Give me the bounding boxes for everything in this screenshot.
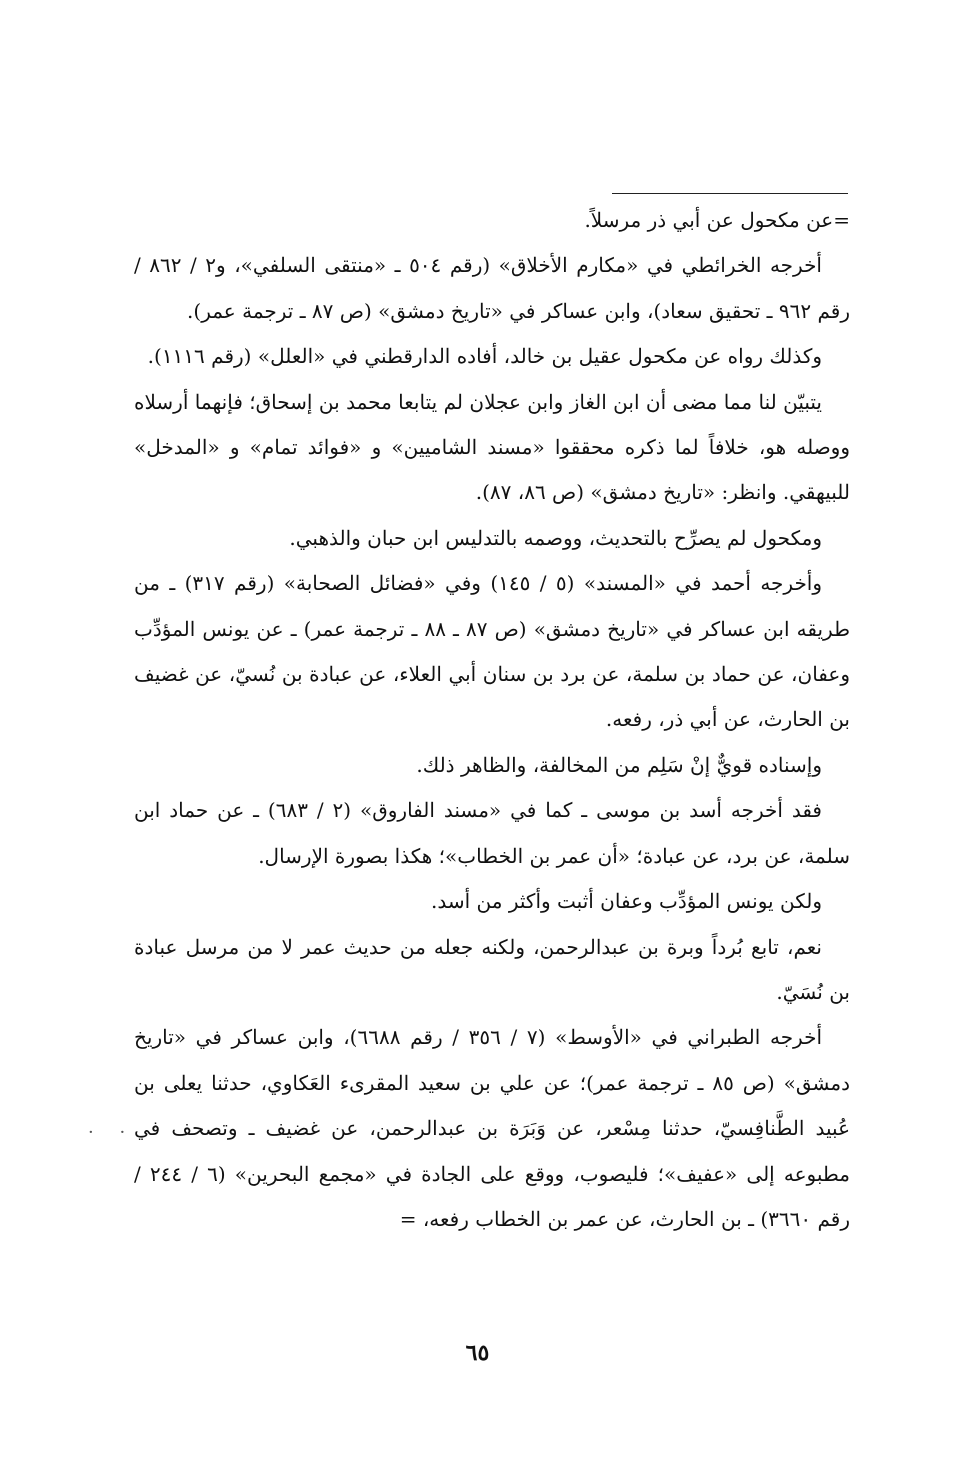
paragraph: وأخرجه أحمد في «المسند» (٥ / ١٤٥) وفي «فضائل الصحابة» (رقم ٣١٧) ـ من طريقه ابن عساكر في «تاريخ دمشق» (ص ٨٧ ـ ٨٨ ـ ترجمة عمر) ـ عن يونس المؤدِّب وعفان، عن حماد بن سلمة، عن برد بن سنان أبي العلاء، عن عبادة بن نُسيّ، عن غضيف بن الحارث، عن أبي ذر، رفعه. xyxy=(134,571,850,732)
scan-artifact-dots: · · xyxy=(88,1122,136,1143)
paragraph: ومكحول لم يصرِّح بالتحديث، ووصمه بالتدليس ابن حبان والذهبي. xyxy=(289,525,822,550)
paragraph: يتبيّن لنا مما مضى أن ابن الغاز وابن عجلان لم يتابعا محمد بن إسحاق؛ فإنهما أرسلاه ووصله هو، خلافاً لما ذكره محققوا «مسند الشاميين» و «فوائد تمام» و «المدخل» للبيهقي. وانظر: «تاريخ دمشق» (ص ٨٦، ٨٧). xyxy=(134,389,850,505)
paragraph: وإسناده قويٌّ إنْ سَلِم من المخالفة، والظاهر ذلك. xyxy=(416,752,822,777)
paragraph: أخرجه الخرائطي في «مكارم الأخلاق» (رقم ٥٠٤ ـ «منتقى السلفي»، و٢ / ٨٦٢ / رقم ٩٦٢ ـ تحقيق سعاد)، وابن عساكر في «تاريخ دمشق» (ص ٨٧ ـ ترجمة عمر). xyxy=(134,253,850,323)
paragraph: أخرجه الطبراني في «الأوسط» (٧ / ٣٥٦ / رقم ٦٦٨٨)، وابن عساكر في «تاريخ دمشق» (ص ٨٥ ـ ترجمة عمر)؛ عن علي بن سعيد المقرىء العَكاوي، حدثنا يعلى بن عُبيد الطَّنافِسيّ، حدثنا مِسْعر، عن وَبَرَة بن عبدالرحمن، عن غضيف ـ وتصحف في مطبوعه إلى «عفيف»؛ فليصوب، ووقع على الجادة في «مجمع البحرين» (٦ / ٢٤٤ / رقم ٣٦٦٠) ـ بن الحارث، عن عمر بن الخطاب رفعه، = xyxy=(134,1025,851,1231)
paragraph: وكذلك رواه عن مكحول عقيل بن خالد، أفاده الدارقطني في «العلل» (رقم ١١١٦). xyxy=(147,344,822,369)
footnote-text xyxy=(134,198,850,1242)
paragraph: نعم، تابع بُرداً وبرة بن عبدالرحمن، ولكنه جعله من حديث عمر لا من مرسل عبادة بن نُسَيّ. xyxy=(134,934,850,1004)
page-number: ٦٥ xyxy=(465,1340,490,1366)
footnote-divider xyxy=(612,193,848,194)
paragraph: =عن مكحول عن أبي ذر مرسلاً. xyxy=(584,208,850,232)
paragraph: فقد أخرجه أسد بن موسى ـ كما في «مسند الفاروق» (٢ / ٦٨٣) ـ عن حماد ابن سلمة، عن برد، عن عبادة؛ «أن عمر بن الخطاب»؛ هكذا بصورة الإرسال. xyxy=(134,798,850,868)
paragraph: ولكن يونس المؤدِّب وعفان أثبت وأكثر من أسد. xyxy=(431,889,822,914)
